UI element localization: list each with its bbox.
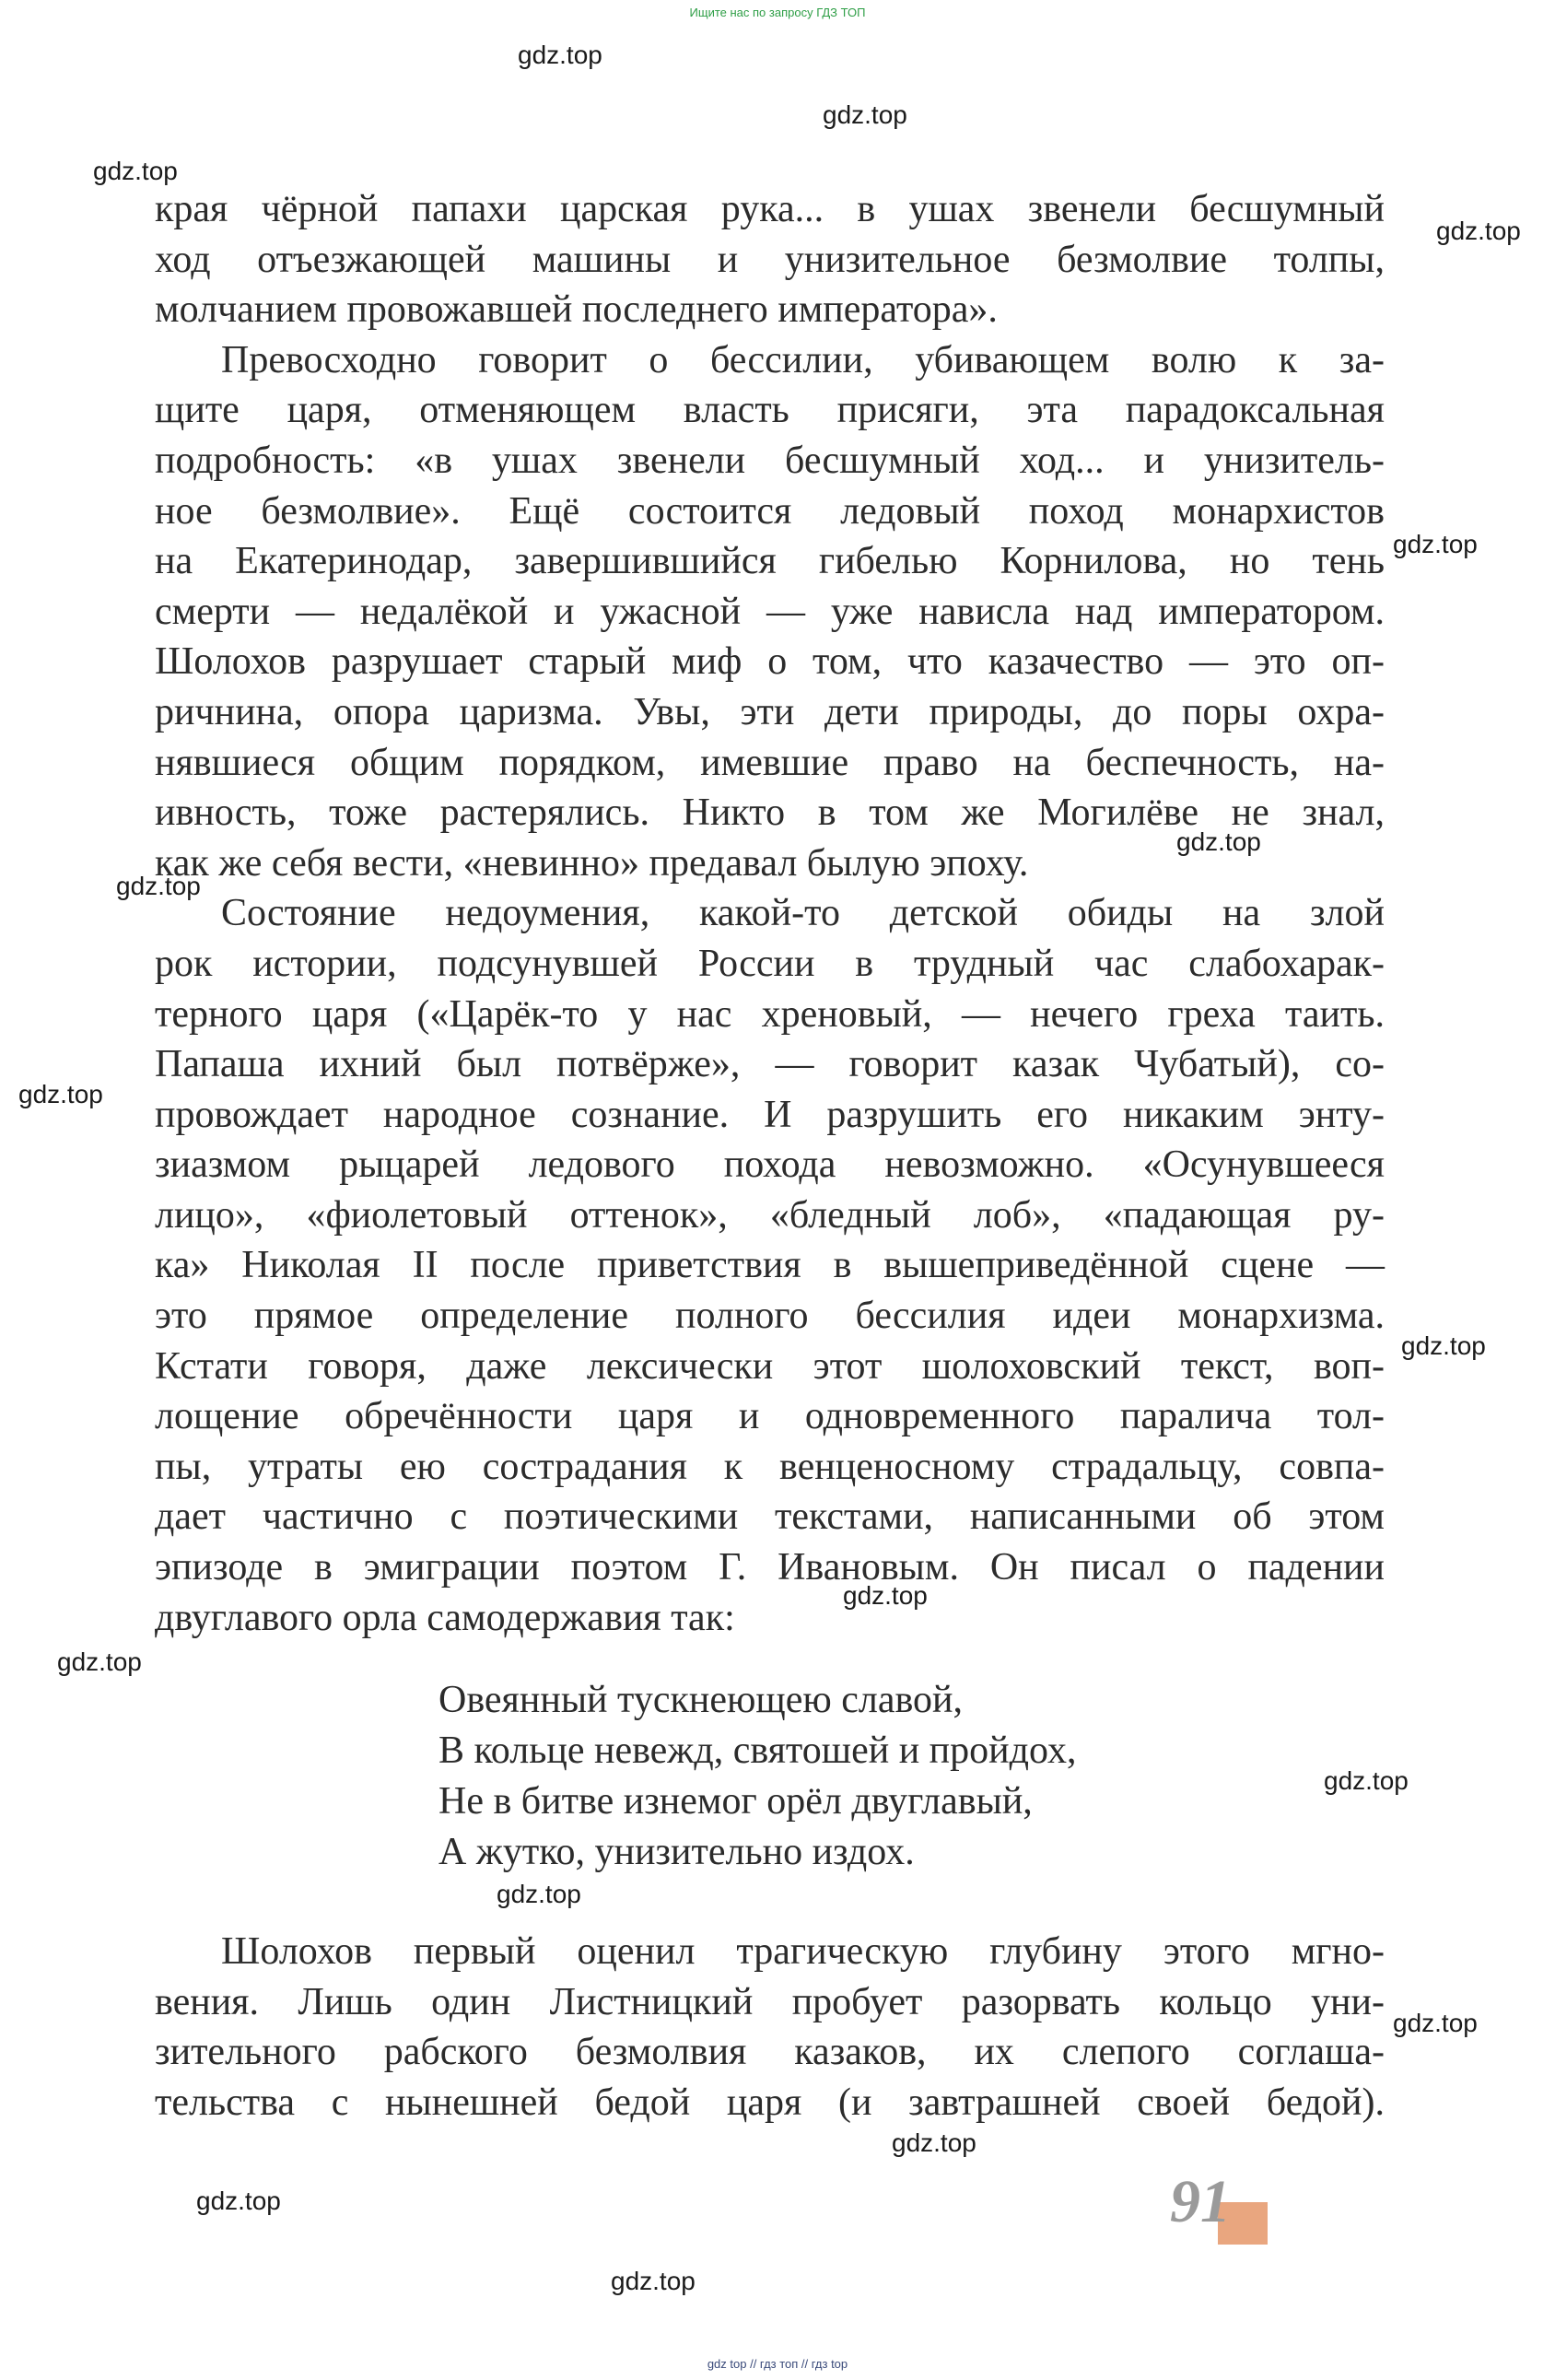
text-line: ричнина, опора царизма. Увы, эти дети природы, до поры охра- bbox=[155, 690, 1385, 733]
text-line: лицо», «фиолетовый оттенок», «бледный лоб», «падающая ру- bbox=[155, 1193, 1385, 1237]
poem-line: В кольце невежд, святошей и пройдох, bbox=[438, 1729, 1077, 1772]
text-line: на Екатеринодар, завершившийся гибелью Корнилова, но тень bbox=[155, 540, 1385, 583]
text-line: как же себя вести, «невинно» предавал былую эпоху. bbox=[155, 841, 1029, 885]
text-line: зиазмом рыцарей ледового похода невозможно. «Осунувшееся bbox=[155, 1143, 1385, 1187]
text-line: Кстати говоря, даже лексически этот шолоховский текст, воп- bbox=[155, 1344, 1385, 1388]
watermark: gdz.top bbox=[518, 41, 602, 69]
paragraph bbox=[155, 335, 1385, 889]
text-line: это прямое определение полного бессилия идеи монархизма. bbox=[155, 1295, 1385, 1338]
text-line: Шолохов разрушает старый миф о том, что казачество — это оп- bbox=[155, 640, 1385, 684]
text-line: Шолохов первый оценил трагическую глубину этого мгно- bbox=[221, 1930, 1385, 1973]
text-line: молчанием провожавшей последнего императора». bbox=[155, 288, 998, 332]
text-line: дает частично с поэтическими текстами, написанными об этом bbox=[155, 1495, 1385, 1539]
watermark: gdz.top bbox=[1324, 1766, 1409, 1795]
watermark: gdz.top bbox=[823, 100, 907, 129]
watermark: gdz.top bbox=[1393, 2009, 1478, 2037]
watermark: gdz.top bbox=[1401, 1331, 1486, 1360]
paragraph bbox=[155, 184, 1385, 335]
text-line: рок истории, подсунувшей России в трудный час слабохарак- bbox=[155, 942, 1385, 985]
poem-line: А жутко, унизительно издох. bbox=[438, 1831, 915, 1873]
header-note: Ищите нас по запросу ГДЗ ТОП bbox=[689, 6, 866, 19]
text-line: ивность, тоже растерялись. Никто в том же Могилёве не знал, bbox=[155, 791, 1385, 835]
text-line: Превосходно говорит о бессилии, убивающем волю к за- bbox=[221, 338, 1385, 381]
watermark: gdz.top bbox=[1393, 530, 1478, 558]
text-line: вения. Лишь один Листницкий пробует разорвать кольцо уни- bbox=[155, 1980, 1385, 2023]
text-line: Папаша ихний был потвёрже», — говорит казак Чубатый), со- bbox=[155, 1043, 1385, 1086]
text-line: пы, утраты ею сострадания к венценосному страдальцу, совпа- bbox=[155, 1445, 1385, 1488]
watermark: gdz.top bbox=[611, 2267, 696, 2295]
text-line: нявшиеся общим порядком, имевшие право на беспечность, на- bbox=[155, 741, 1385, 784]
watermark: gdz.top bbox=[57, 1647, 142, 1676]
text-line: зительного рабского безмолвия казаков, их слепого соглаша- bbox=[155, 2031, 1385, 2074]
watermark: gdz.top bbox=[843, 1581, 928, 1610]
page-number: 91 bbox=[1170, 2168, 1231, 2235]
paragraph bbox=[155, 1927, 1385, 2128]
watermark: gdz.top bbox=[1176, 827, 1261, 856]
watermark: gdz.top bbox=[93, 157, 178, 185]
poem bbox=[438, 1675, 1076, 1878]
text-line: смерти — недалёкой и ужасной — уже нависла над императором. bbox=[155, 590, 1385, 633]
text-line: терного царя («Царёк-то у нас хреновый, — нечего греха таить. bbox=[155, 992, 1385, 1036]
text-line: ка» Николая II после приветствия в вышеприведённой сцене — bbox=[155, 1244, 1385, 1287]
body-text-continued bbox=[155, 1927, 1385, 2128]
text-line: ход отъезжающей машины и унизительное безмолвие толпы, bbox=[155, 238, 1385, 281]
text-line: двуглавого орла самодержавия так: bbox=[155, 1596, 735, 1639]
watermark: gdz.top bbox=[892, 2128, 976, 2157]
watermark: gdz.top bbox=[497, 1880, 581, 1908]
text-line: провождает народное сознание. И разрушить его никаким энту- bbox=[155, 1093, 1385, 1136]
watermark: gdz.top bbox=[196, 2187, 281, 2215]
footer-note: gdz top // гдз топ // гдз top bbox=[707, 2357, 848, 2371]
body-text bbox=[155, 184, 1385, 1643]
poem-line: Не в битве изнемог орёл двуглавый, bbox=[438, 1780, 1033, 1823]
text-line: лощение обречённости царя и одновременного паралича тол- bbox=[155, 1395, 1385, 1438]
text-line: ное безмолвие». Ещё состоится ледовый поход монархистов bbox=[155, 489, 1385, 533]
watermark: gdz.top bbox=[116, 872, 201, 900]
text-line: Состояние недоумения, какой-то детской обиды на злой bbox=[221, 892, 1385, 935]
text-line: тельства с нынешней бедой царя (и завтрашней своей бедой). bbox=[155, 2081, 1385, 2124]
poem-line: Овеянный тускнеющею славой, bbox=[438, 1679, 963, 1721]
text-line: щите царя, отменяющем власть присяги, эта парадоксальная bbox=[155, 389, 1385, 432]
text-line: эпизоде в эмиграции поэтом Г. Ивановым. Он писал о падении bbox=[155, 1546, 1385, 1589]
watermark: gdz.top bbox=[18, 1080, 103, 1108]
text-line: края чёрной папахи царская рука... в ушах звенели бесшумный bbox=[155, 188, 1385, 230]
text-line: подробность: «в ушах звенели бесшумный ход... и унизитель- bbox=[155, 439, 1385, 482]
watermark: gdz.top bbox=[1436, 217, 1521, 245]
paragraph bbox=[155, 888, 1385, 1643]
